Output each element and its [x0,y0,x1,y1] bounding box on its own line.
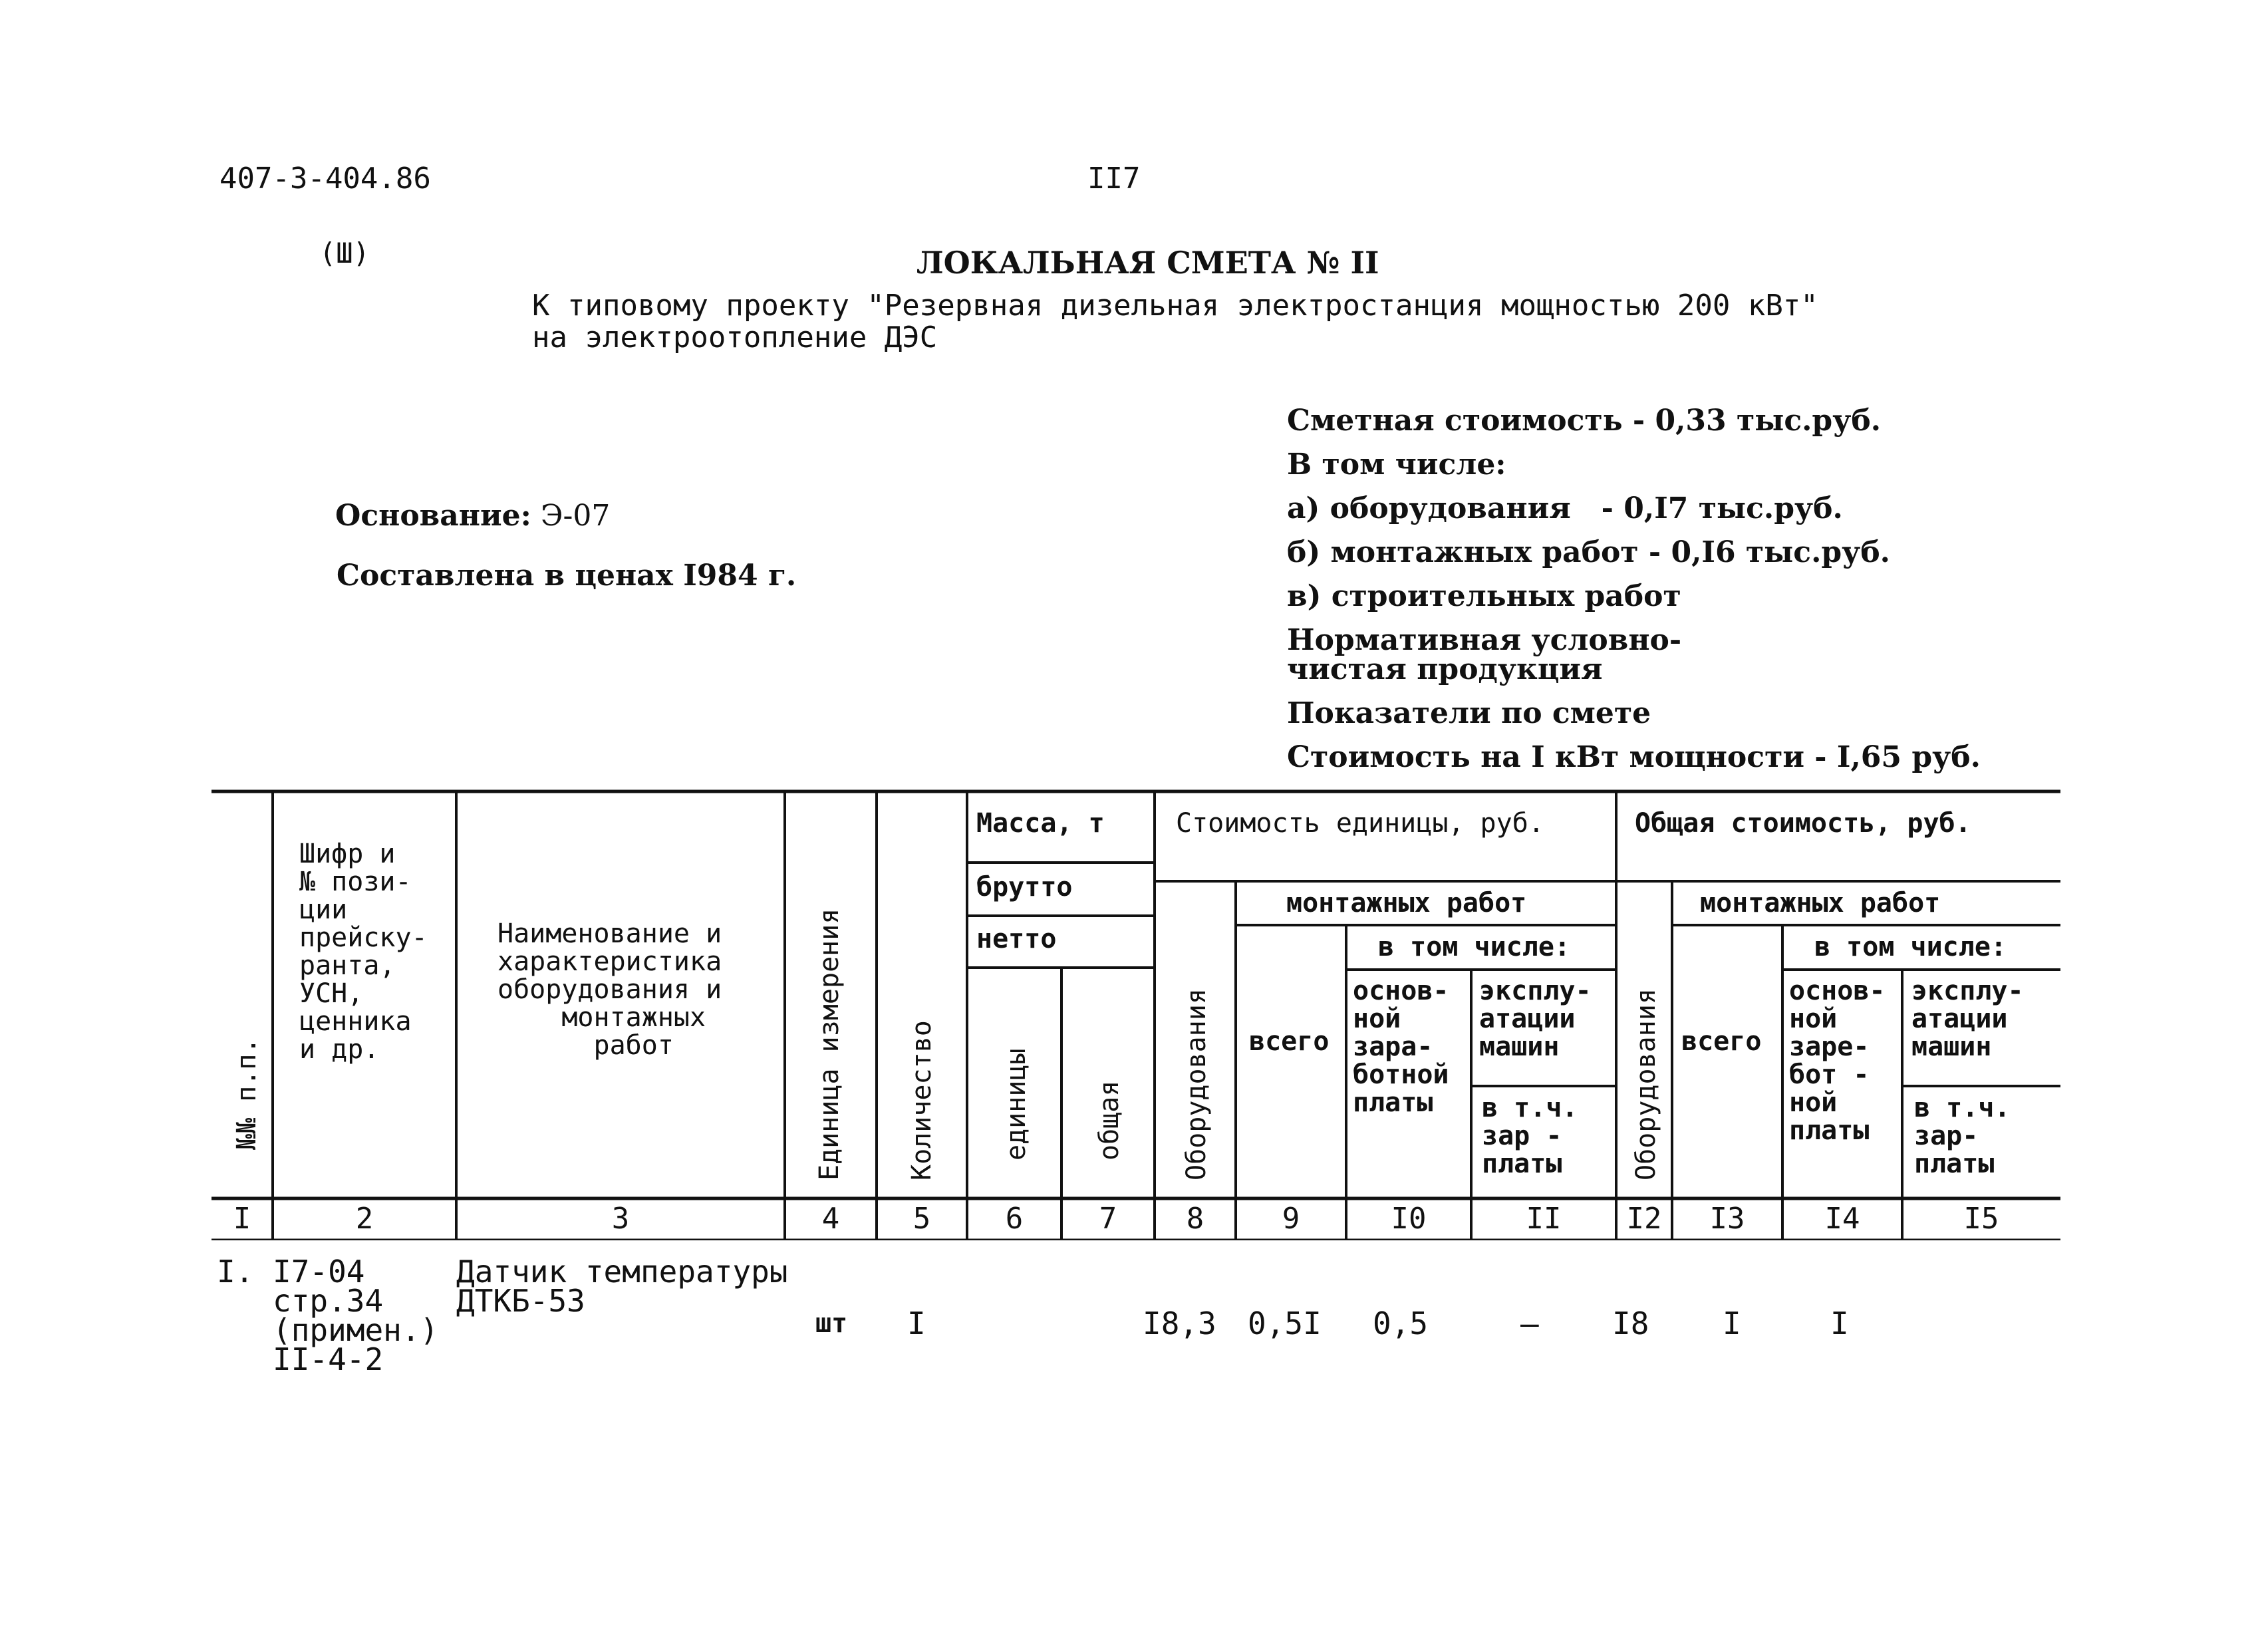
cost-summary [1287,399,1981,779]
basis-label: Основание: [335,499,531,533]
header-equipment-total: Оборудования [1631,988,1661,1180]
document-code: 407-3-404.86 [219,162,431,196]
row-num: I. [217,1254,254,1290]
column-number: 3 [611,1202,630,1236]
row-machine: — [1520,1306,1539,1341]
summary-equipment: а) оборудования - 0,I7 тыс.руб. [1287,491,1843,525]
header-equipment: Оборудования [1181,988,1212,1180]
row-install-total: 0,5I [1248,1306,1322,1341]
summary-total-cost: Сметная стоимость - 0,33 тыс.руб. [1287,404,1882,438]
header-wages-2: основ- ной заре- бот - ной платы [1789,976,1886,1146]
summary-construction: в) строительных работ [1287,579,1681,613]
row-name: Датчик температуры ДТКБ-53 [456,1254,788,1319]
row-wages: 0,5 [1373,1306,1429,1341]
variant-mark: (Ш) [319,237,370,269]
header-mass: Масса, т [976,808,1105,839]
column-number: 9 [1282,1202,1300,1236]
column-number: 5 [913,1202,931,1236]
header-name: Наименование и характеристика оборудования и монтажных работ [497,918,722,1061]
summary-including: В том числе: [1287,448,1506,482]
summary-indicators: Показатели по смете [1287,696,1651,730]
summary-cost-per-kw: Стоимость на I кВт мощности - I,65 руб. [1287,740,1981,774]
row-unit: шт [815,1308,848,1339]
estimate-subtitle [532,290,1818,354]
column-number: I5 [1963,1202,1999,1236]
column-number: I0 [1391,1202,1427,1236]
header-machine-2: эксплу- атации машин [1911,976,2024,1062]
basis-value: Э-07 [540,499,611,533]
header-incl-wages: в т.ч. зар - платы [1482,1093,1578,1179]
header-unit: Единица измерения [814,908,845,1180]
subtitle-line-2: на электроотопление ДЭС [532,321,938,354]
column-number: I [233,1202,251,1236]
basis-line [335,499,610,533]
header-incl-wages-2: в т.ч. зар- платы [1914,1093,2011,1179]
header-qty: Количество [907,1020,937,1180]
header-mass-unit: единицы [1001,1048,1032,1161]
estimate-title: ЛОКАЛЬНАЯ СМЕТА № II [916,245,1379,281]
header-total-2: всего [1681,1026,1762,1057]
header-install-works: монтажных работ [1286,888,1527,918]
header-brutto: брутто [976,872,1073,902]
column-number: 8 [1186,1202,1204,1236]
header-netto: нетто [976,924,1057,954]
row-total-wages: I [1830,1306,1849,1341]
header-code: Шифр и № пози- ции прейску- ранта, УСН, ценника и др. [299,839,428,1065]
row-total-equipment: I8 [1612,1306,1649,1341]
summary-normative-line-1: Нормативная условно- [1287,623,1682,657]
header-incl-2: в том числе: [1814,932,2007,962]
header-machine: эксплу- атации машин [1479,976,1592,1062]
header-total: всего [1249,1026,1330,1057]
column-number: I3 [1709,1202,1745,1236]
column-number: 2 [355,1202,374,1236]
header-wages: основ- ной зара- ботной платы [1353,976,1449,1118]
row-total-install: I [1723,1306,1741,1341]
column-number: I4 [1824,1202,1860,1236]
row-equipment: I8,3 [1143,1306,1216,1341]
subtitle-line-1: К типовому проекту "Резервная дизельная электростанция мощностью 200 кВт" [532,289,1818,323]
row-code: I7-04 стр.34 (примен.) II-4-2 [273,1254,439,1377]
summary-installation: б) монтажных работ - 0,I6 тыс.руб. [1287,535,1890,569]
prices-note: Составлена в ценах I984 г. [337,559,797,593]
column-number: II [1526,1202,1562,1236]
header-total-cost: Общая стоимость, руб. [1635,808,1971,839]
page-number: II7 [1087,162,1141,196]
header-mass-total: общая [1094,1080,1125,1161]
header-incl: в том числе: [1378,932,1570,962]
estimate-table [211,788,2060,1240]
summary-normative [1287,619,1981,692]
header-num: №№ п.п. [231,1037,262,1150]
column-number: 4 [821,1202,840,1236]
column-number: 7 [1099,1202,1117,1236]
table-grid [211,788,2060,1240]
column-number: 6 [1005,1202,1024,1236]
row-qty: I [907,1306,926,1341]
header-unit-cost: Стоимость единицы, руб. [1176,808,1544,839]
summary-normative-line-2: чистая продукция [1287,652,1603,686]
header-install-works-total: монтажных работ [1700,888,1941,918]
column-number: I2 [1626,1202,1662,1236]
